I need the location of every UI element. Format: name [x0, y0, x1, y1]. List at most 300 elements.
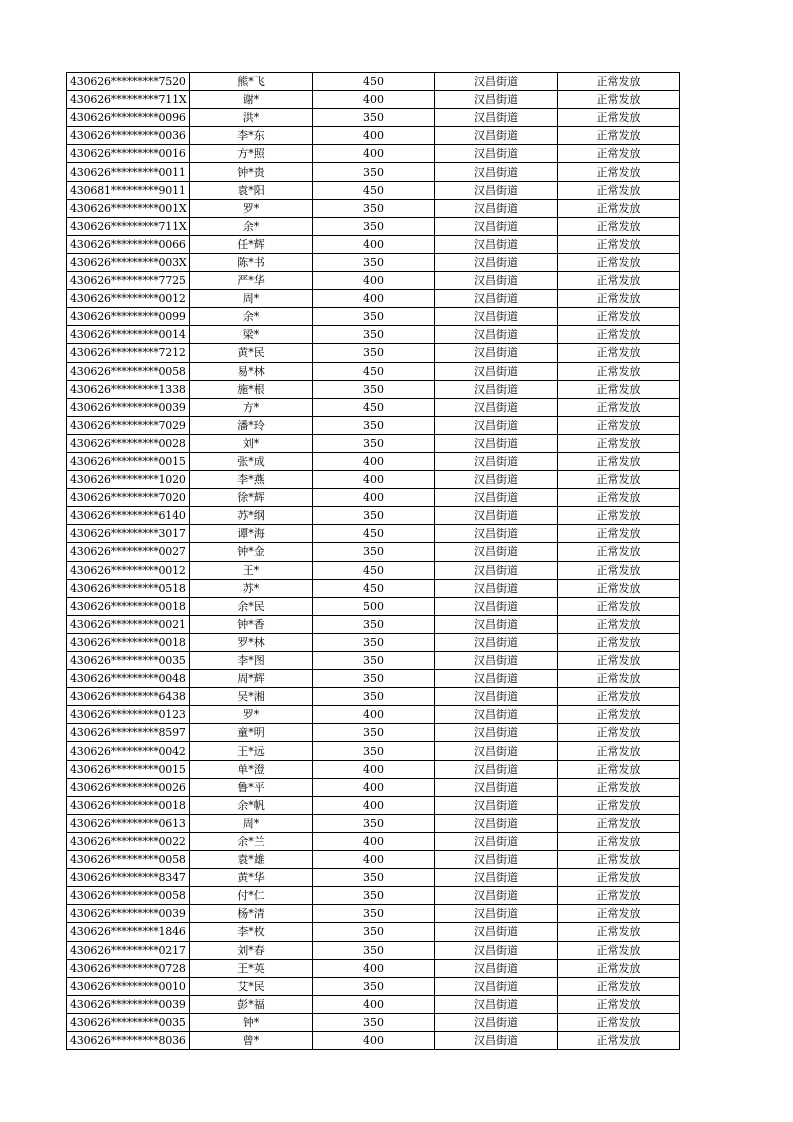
id-number-cell: 430626*********0048	[67, 670, 190, 688]
amount-cell: 400	[313, 489, 435, 507]
name-cell: 陈*书	[190, 253, 313, 271]
table-row	[67, 272, 680, 290]
table-row	[67, 127, 680, 145]
status-cell: 正常发放	[558, 652, 680, 670]
status-cell: 正常发放	[558, 380, 680, 398]
status-cell: 正常发放	[558, 326, 680, 344]
table-row	[67, 199, 680, 217]
table-row	[67, 905, 680, 923]
name-cell: 梁*	[190, 326, 313, 344]
amount-cell: 400	[313, 760, 435, 778]
amount-cell: 350	[313, 253, 435, 271]
amount-cell: 400	[313, 796, 435, 814]
amount-cell: 350	[313, 615, 435, 633]
name-cell: 潘*玲	[190, 416, 313, 434]
name-cell: 余*	[190, 308, 313, 326]
street-cell: 汉昌街道	[435, 235, 558, 253]
street-cell: 汉昌街道	[435, 652, 558, 670]
street-cell: 汉昌街道	[435, 597, 558, 615]
table-row	[67, 217, 680, 235]
street-cell: 汉昌街道	[435, 959, 558, 977]
amount-cell: 350	[313, 1013, 435, 1031]
street-cell: 汉昌街道	[435, 561, 558, 579]
table-row	[67, 507, 680, 525]
street-cell: 汉昌街道	[435, 326, 558, 344]
id-number-cell: 430626*********0518	[67, 579, 190, 597]
id-number-cell: 430626*********001X	[67, 199, 190, 217]
table-row	[67, 597, 680, 615]
table-row	[67, 688, 680, 706]
table-row	[67, 633, 680, 651]
amount-cell: 350	[313, 543, 435, 561]
name-cell: 余*	[190, 217, 313, 235]
name-cell: 徐*辉	[190, 489, 313, 507]
amount-cell: 350	[313, 869, 435, 887]
amount-cell: 350	[313, 977, 435, 995]
status-cell: 正常发放	[558, 887, 680, 905]
amount-cell: 350	[313, 416, 435, 434]
status-cell: 正常发放	[558, 434, 680, 452]
id-number-cell: 430626*********0058	[67, 851, 190, 869]
table-row	[67, 561, 680, 579]
name-cell: 袁*雄	[190, 851, 313, 869]
name-cell: 谢*	[190, 91, 313, 109]
status-cell: 正常发放	[558, 290, 680, 308]
table-row	[67, 543, 680, 561]
id-number-cell: 430626*********7520	[67, 73, 190, 91]
name-cell: 黄*民	[190, 344, 313, 362]
id-number-cell: 430626*********0012	[67, 561, 190, 579]
name-cell: 钟*贵	[190, 163, 313, 181]
name-cell: 彭*福	[190, 995, 313, 1013]
amount-cell: 400	[313, 235, 435, 253]
amount-cell: 350	[313, 814, 435, 832]
name-cell: 洪*	[190, 109, 313, 127]
id-number-cell: 430681*********9011	[67, 181, 190, 199]
name-cell: 李*图	[190, 652, 313, 670]
status-cell: 正常发放	[558, 615, 680, 633]
id-number-cell: 430626*********003X	[67, 253, 190, 271]
table-row	[67, 434, 680, 452]
name-cell: 吴*湘	[190, 688, 313, 706]
amount-cell: 400	[313, 471, 435, 489]
name-cell: 罗*林	[190, 633, 313, 651]
amount-cell: 450	[313, 398, 435, 416]
status-cell: 正常发放	[558, 217, 680, 235]
id-number-cell: 430626*********7725	[67, 272, 190, 290]
street-cell: 汉昌街道	[435, 869, 558, 887]
id-number-cell: 430626*********0058	[67, 887, 190, 905]
table-row	[67, 109, 680, 127]
amount-cell: 350	[313, 163, 435, 181]
name-cell: 易*林	[190, 362, 313, 380]
status-cell: 正常发放	[558, 109, 680, 127]
status-cell: 正常发放	[558, 851, 680, 869]
table-row	[67, 977, 680, 995]
street-cell: 汉昌街道	[435, 995, 558, 1013]
status-cell: 正常发放	[558, 181, 680, 199]
status-cell: 正常发放	[558, 344, 680, 362]
street-cell: 汉昌街道	[435, 253, 558, 271]
street-cell: 汉昌街道	[435, 1013, 558, 1031]
name-cell: 罗*	[190, 199, 313, 217]
street-cell: 汉昌街道	[435, 199, 558, 217]
street-cell: 汉昌街道	[435, 742, 558, 760]
name-cell: 王*英	[190, 959, 313, 977]
street-cell: 汉昌街道	[435, 344, 558, 362]
amount-cell: 350	[313, 941, 435, 959]
amount-cell: 350	[313, 887, 435, 905]
amount-cell: 400	[313, 272, 435, 290]
street-cell: 汉昌街道	[435, 127, 558, 145]
id-number-cell: 430626*********0035	[67, 652, 190, 670]
status-cell: 正常发放	[558, 145, 680, 163]
amount-cell: 450	[313, 561, 435, 579]
street-cell: 汉昌街道	[435, 109, 558, 127]
table-row	[67, 1031, 680, 1049]
status-cell: 正常发放	[558, 525, 680, 543]
id-number-cell: 430626*********0010	[67, 977, 190, 995]
table-row	[67, 362, 680, 380]
name-cell: 任*辉	[190, 235, 313, 253]
street-cell: 汉昌街道	[435, 706, 558, 724]
street-cell: 汉昌街道	[435, 272, 558, 290]
name-cell: 严*华	[190, 272, 313, 290]
amount-cell: 350	[313, 507, 435, 525]
street-cell: 汉昌街道	[435, 434, 558, 452]
table-row	[67, 380, 680, 398]
table-row	[67, 959, 680, 977]
amount-cell: 350	[313, 742, 435, 760]
table-row	[67, 760, 680, 778]
id-number-cell: 430626*********0018	[67, 633, 190, 651]
id-number-cell: 430626*********8597	[67, 724, 190, 742]
amount-cell: 350	[313, 109, 435, 127]
id-number-cell: 430626*********0015	[67, 452, 190, 470]
amount-cell: 400	[313, 832, 435, 850]
street-cell: 汉昌街道	[435, 977, 558, 995]
name-cell: 钟*香	[190, 615, 313, 633]
name-cell: 周*	[190, 814, 313, 832]
status-cell: 正常发放	[558, 706, 680, 724]
table-row	[67, 489, 680, 507]
amount-cell: 350	[313, 688, 435, 706]
street-cell: 汉昌街道	[435, 615, 558, 633]
amount-cell: 350	[313, 652, 435, 670]
street-cell: 汉昌街道	[435, 145, 558, 163]
status-cell: 正常发放	[558, 127, 680, 145]
status-cell: 正常发放	[558, 199, 680, 217]
status-cell: 正常发放	[558, 253, 680, 271]
name-cell: 曾*	[190, 1031, 313, 1049]
amount-cell: 350	[313, 434, 435, 452]
amount-cell: 400	[313, 851, 435, 869]
street-cell: 汉昌街道	[435, 73, 558, 91]
table-row	[67, 253, 680, 271]
street-cell: 汉昌街道	[435, 471, 558, 489]
street-cell: 汉昌街道	[435, 416, 558, 434]
status-cell: 正常发放	[558, 561, 680, 579]
id-number-cell: 430626*********0066	[67, 235, 190, 253]
status-cell: 正常发放	[558, 1013, 680, 1031]
street-cell: 汉昌街道	[435, 91, 558, 109]
table-row	[67, 778, 680, 796]
amount-cell: 350	[313, 308, 435, 326]
id-number-cell: 430626*********0728	[67, 959, 190, 977]
name-cell: 王*	[190, 561, 313, 579]
street-cell: 汉昌街道	[435, 851, 558, 869]
name-cell: 刘*春	[190, 941, 313, 959]
data-table	[66, 72, 680, 1050]
status-cell: 正常发放	[558, 235, 680, 253]
amount-cell: 350	[313, 199, 435, 217]
table-row	[67, 724, 680, 742]
amount-cell: 450	[313, 362, 435, 380]
id-number-cell: 430626*********1020	[67, 471, 190, 489]
street-cell: 汉昌街道	[435, 507, 558, 525]
street-cell: 汉昌街道	[435, 941, 558, 959]
id-number-cell: 430626*********0015	[67, 760, 190, 778]
street-cell: 汉昌街道	[435, 308, 558, 326]
table-row	[67, 326, 680, 344]
table-row	[67, 452, 680, 470]
name-cell: 罗*	[190, 706, 313, 724]
street-cell: 汉昌街道	[435, 163, 558, 181]
table-row	[67, 163, 680, 181]
id-number-cell: 430626*********0036	[67, 127, 190, 145]
status-cell: 正常发放	[558, 760, 680, 778]
status-cell: 正常发放	[558, 724, 680, 742]
street-cell: 汉昌街道	[435, 525, 558, 543]
name-cell: 黄*华	[190, 869, 313, 887]
id-number-cell: 430626*********0026	[67, 778, 190, 796]
id-number-cell: 430626*********711X	[67, 91, 190, 109]
table-row	[67, 525, 680, 543]
table-row	[67, 923, 680, 941]
amount-cell: 400	[313, 959, 435, 977]
table-body	[67, 73, 680, 1050]
amount-cell: 350	[313, 724, 435, 742]
street-cell: 汉昌街道	[435, 217, 558, 235]
street-cell: 汉昌街道	[435, 670, 558, 688]
street-cell: 汉昌街道	[435, 489, 558, 507]
street-cell: 汉昌街道	[435, 181, 558, 199]
street-cell: 汉昌街道	[435, 887, 558, 905]
amount-cell: 350	[313, 923, 435, 941]
table-row	[67, 91, 680, 109]
amount-cell: 400	[313, 706, 435, 724]
status-cell: 正常发放	[558, 814, 680, 832]
id-number-cell: 430626*********0018	[67, 597, 190, 615]
status-cell: 正常发放	[558, 163, 680, 181]
id-number-cell: 430626*********0613	[67, 814, 190, 832]
status-cell: 正常发放	[558, 905, 680, 923]
street-cell: 汉昌街道	[435, 688, 558, 706]
table-row	[67, 706, 680, 724]
name-cell: 袁*阳	[190, 181, 313, 199]
name-cell: 付*仁	[190, 887, 313, 905]
name-cell: 艾*民	[190, 977, 313, 995]
id-number-cell: 430626*********7212	[67, 344, 190, 362]
street-cell: 汉昌街道	[435, 290, 558, 308]
name-cell: 钟*金	[190, 543, 313, 561]
name-cell: 方*照	[190, 145, 313, 163]
status-cell: 正常发放	[558, 995, 680, 1013]
id-number-cell: 430626*********0014	[67, 326, 190, 344]
table-row	[67, 887, 680, 905]
id-number-cell: 430626*********711X	[67, 217, 190, 235]
name-cell: 鲁*平	[190, 778, 313, 796]
id-number-cell: 430626*********0042	[67, 742, 190, 760]
table-row	[67, 1013, 680, 1031]
name-cell: 张*成	[190, 452, 313, 470]
street-cell: 汉昌街道	[435, 724, 558, 742]
street-cell: 汉昌街道	[435, 452, 558, 470]
amount-cell: 400	[313, 290, 435, 308]
document-page	[66, 72, 680, 1050]
id-number-cell: 430626*********0058	[67, 362, 190, 380]
status-cell: 正常发放	[558, 579, 680, 597]
status-cell: 正常发放	[558, 977, 680, 995]
amount-cell: 350	[313, 217, 435, 235]
amount-cell: 350	[313, 326, 435, 344]
table-row	[67, 796, 680, 814]
name-cell: 熊*飞	[190, 73, 313, 91]
table-row	[67, 471, 680, 489]
street-cell: 汉昌街道	[435, 579, 558, 597]
street-cell: 汉昌街道	[435, 633, 558, 651]
status-cell: 正常发放	[558, 597, 680, 615]
table-row	[67, 832, 680, 850]
name-cell: 周*	[190, 290, 313, 308]
amount-cell: 400	[313, 995, 435, 1013]
amount-cell: 350	[313, 670, 435, 688]
amount-cell: 450	[313, 73, 435, 91]
street-cell: 汉昌街道	[435, 398, 558, 416]
street-cell: 汉昌街道	[435, 905, 558, 923]
table-row	[67, 181, 680, 199]
table-row	[67, 814, 680, 832]
table-row	[67, 308, 680, 326]
id-number-cell: 430626*********8347	[67, 869, 190, 887]
status-cell: 正常发放	[558, 471, 680, 489]
status-cell: 正常发放	[558, 778, 680, 796]
street-cell: 汉昌街道	[435, 778, 558, 796]
id-number-cell: 430626*********6438	[67, 688, 190, 706]
name-cell: 杨*清	[190, 905, 313, 923]
status-cell: 正常发放	[558, 959, 680, 977]
table-row	[67, 851, 680, 869]
status-cell: 正常发放	[558, 1031, 680, 1049]
amount-cell: 400	[313, 145, 435, 163]
name-cell: 苏*纲	[190, 507, 313, 525]
id-number-cell: 430626*********6140	[67, 507, 190, 525]
amount-cell: 400	[313, 778, 435, 796]
status-cell: 正常发放	[558, 398, 680, 416]
table-row	[67, 995, 680, 1013]
id-number-cell: 430626*********0012	[67, 290, 190, 308]
id-number-cell: 430626*********1338	[67, 380, 190, 398]
id-number-cell: 430626*********0018	[67, 796, 190, 814]
name-cell: 苏*	[190, 579, 313, 597]
status-cell: 正常发放	[558, 742, 680, 760]
id-number-cell: 430626*********0096	[67, 109, 190, 127]
status-cell: 正常发放	[558, 941, 680, 959]
table-row	[67, 290, 680, 308]
id-number-cell: 430626*********8036	[67, 1031, 190, 1049]
amount-cell: 400	[313, 127, 435, 145]
status-cell: 正常发放	[558, 796, 680, 814]
name-cell: 刘*	[190, 434, 313, 452]
street-cell: 汉昌街道	[435, 796, 558, 814]
amount-cell: 400	[313, 1031, 435, 1049]
name-cell: 钟*	[190, 1013, 313, 1031]
amount-cell: 500	[313, 597, 435, 615]
status-cell: 正常发放	[558, 543, 680, 561]
id-number-cell: 430626*********0028	[67, 434, 190, 452]
id-number-cell: 430626*********0039	[67, 398, 190, 416]
table-row	[67, 145, 680, 163]
table-row	[67, 398, 680, 416]
table-row	[67, 652, 680, 670]
name-cell: 王*远	[190, 742, 313, 760]
table-row	[67, 344, 680, 362]
table-row	[67, 941, 680, 959]
name-cell: 单*澄	[190, 760, 313, 778]
amount-cell: 350	[313, 633, 435, 651]
status-cell: 正常发放	[558, 633, 680, 651]
name-cell: 谭*海	[190, 525, 313, 543]
id-number-cell: 430626*********1846	[67, 923, 190, 941]
id-number-cell: 430626*********7029	[67, 416, 190, 434]
table-row	[67, 73, 680, 91]
status-cell: 正常发放	[558, 489, 680, 507]
status-cell: 正常发放	[558, 362, 680, 380]
table-row	[67, 869, 680, 887]
amount-cell: 350	[313, 905, 435, 923]
id-number-cell: 430626*********3017	[67, 525, 190, 543]
street-cell: 汉昌街道	[435, 1031, 558, 1049]
table-row	[67, 615, 680, 633]
name-cell: 施*根	[190, 380, 313, 398]
street-cell: 汉昌街道	[435, 814, 558, 832]
id-number-cell: 430626*********0035	[67, 1013, 190, 1031]
status-cell: 正常发放	[558, 308, 680, 326]
id-number-cell: 430626*********0027	[67, 543, 190, 561]
name-cell: 方*	[190, 398, 313, 416]
name-cell: 余*兰	[190, 832, 313, 850]
status-cell: 正常发放	[558, 869, 680, 887]
name-cell: 李*东	[190, 127, 313, 145]
id-number-cell: 430626*********0123	[67, 706, 190, 724]
amount-cell: 450	[313, 525, 435, 543]
status-cell: 正常发放	[558, 688, 680, 706]
amount-cell: 400	[313, 91, 435, 109]
id-number-cell: 430626*********0039	[67, 905, 190, 923]
status-cell: 正常发放	[558, 272, 680, 290]
name-cell: 周*辉	[190, 670, 313, 688]
id-number-cell: 430626*********0021	[67, 615, 190, 633]
name-cell: 余*帆	[190, 796, 313, 814]
name-cell: 李*燕	[190, 471, 313, 489]
table-row	[67, 579, 680, 597]
amount-cell: 350	[313, 380, 435, 398]
table-row	[67, 416, 680, 434]
id-number-cell: 430626*********0039	[67, 995, 190, 1013]
table-row	[67, 670, 680, 688]
amount-cell: 450	[313, 579, 435, 597]
street-cell: 汉昌街道	[435, 923, 558, 941]
